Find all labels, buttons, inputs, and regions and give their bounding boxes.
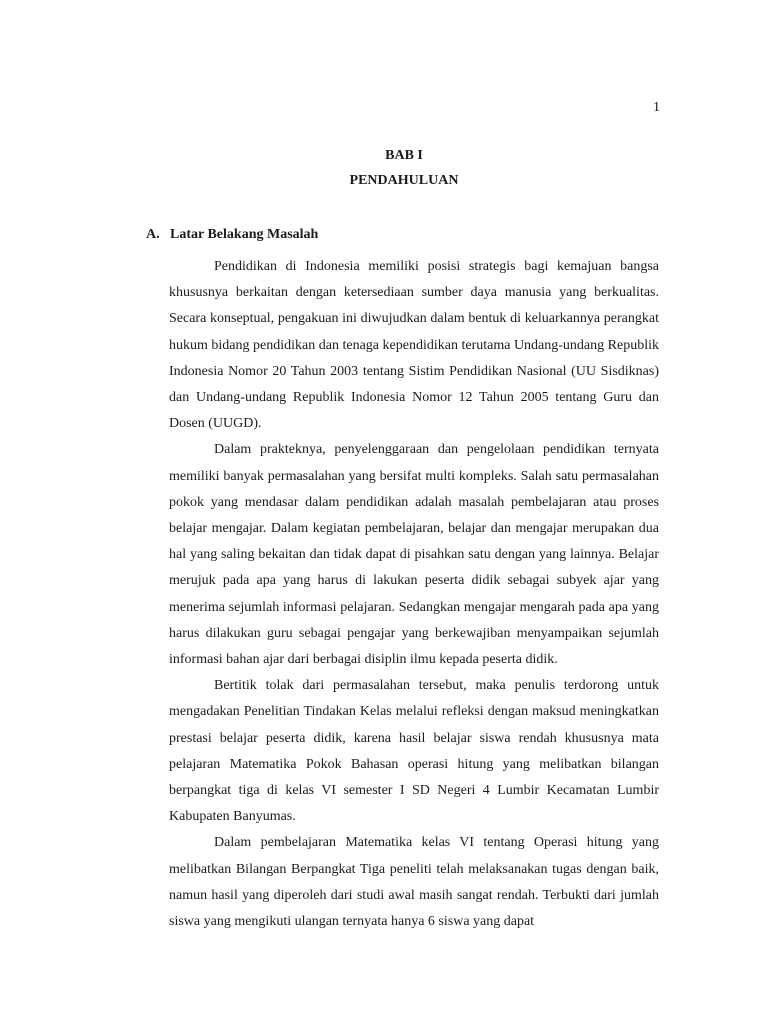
paragraph-1: Pendidikan di Indonesia memiliki posisi strategis bagi kemajuan bangsa khususnya berkaitan dengan ketersediaan sumber daya manusia yang berkualitas. Secara konseptual, pengakuan ini diwujudkan dalam bentuk di keluarkannya perangkat hukum bidang pendidikan dan tenaga kependidikan terutama Undang-undang Republik Indonesia Nomor 20 Tahun 2003 tentang Sistim Pendidikan Nasional (UU Sisdiknas) dan Undang-undang Republik Indonesia Nomor 12 Tahun 2005 tentang Guru dan Dosen (UUGD).: [169, 259, 659, 432]
chapter-title: PENDAHULUAN: [349, 173, 459, 188]
paragraph-3: Bertitik tolak dari permasalahan tersebut, maka penulis terdorong untuk mengadakan Penelitian Tindakan Kelas melalui refleksi dengan maksud meningkatkan prestasi belajar peserta didik, karena hasil belajar siswa rendah khususnya mata pelajaran Matematika Pokok Bahasan operasi hitung yang melibatkan bilangan berpangkat tiga di kelas VI semester I SD Negeri 4 Lumbir Kecamatan Lumbir Kabupaten Banyumas.: [169, 678, 659, 825]
paragraph-2: Dalam prakteknya, penyelenggaraan dan pengelolaan pendidikan ternyata memiliki banyak permasalahan yang bersifat multi kompleks. Salah satu permasalahan pokok yang mendasar dalam pendidikan adalah masalah pembelajaran atau proses belajar mengajar. Dalam kegiatan pembelajaran, belajar dan mengajar merupakan dua hal yang saling bekaitan dan tidak dapat di pisahkan satu dengan yang lainnya. Belajar merujuk pada apa yang harus di lakukan peserta didik sebagai subyek ajar yang menerima sejumlah informasi pelajaran. Sedangkan mengajar mengarah pada apa yang harus dilakukan guru sebagai pengajar yang berkewajiban menyampaikan sejumlah informasi bahan ajar dari berbagai disiplin ilmu kepada peserta didik.: [169, 442, 659, 668]
section-heading: [146, 227, 318, 243]
page-number: 1: [653, 100, 660, 115]
paragraph-4: Dalam pembelajaran Matematika kelas VI tentang Operasi hitung yang melibatkan Bilangan Berpangkat Tiga peneliti telah melaksanakan tugas dengan baik, namun hasil yang diperoleh dari studi awal masih sangat rendah. Terbukti dari jumlah siswa yang mengikuti ulangan ternyata hanya 6 siswa yang dapat: [169, 835, 659, 930]
chapter-number: BAB I: [385, 148, 423, 163]
body-text: [169, 254, 659, 935]
section-letter: A.: [146, 227, 160, 242]
section-title: Latar Belakang Masalah: [170, 227, 319, 242]
